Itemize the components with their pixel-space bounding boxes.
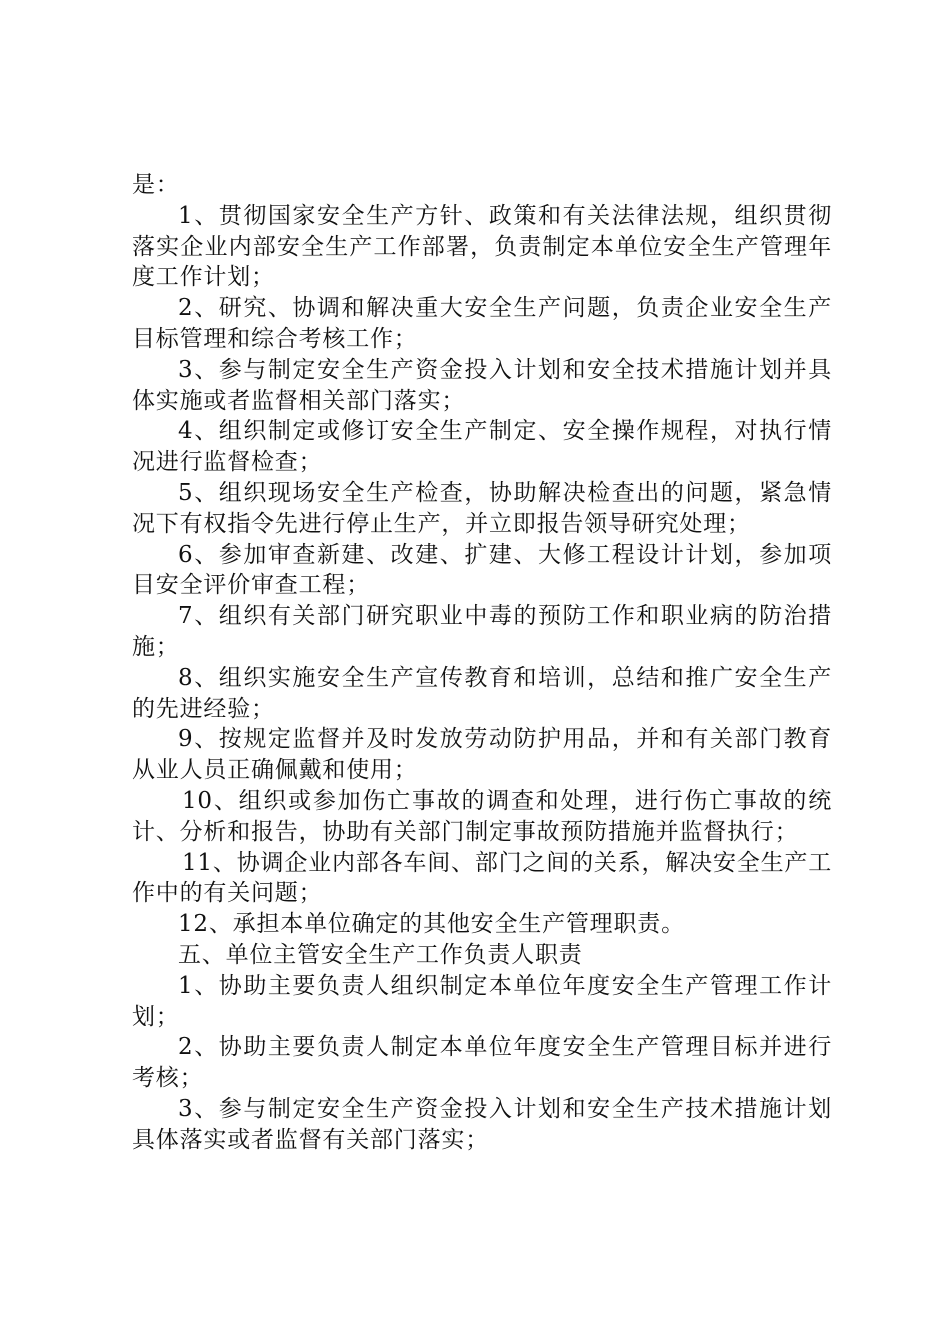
paragraph-section5-item-1: 1、协助主要负责人组织制定本单位年度安全生产管理工作计划； bbox=[132, 972, 832, 1030]
paragraph-item-7: 7、组织有关部门研究职业中毒的预防工作和职业病的防治措施； bbox=[132, 603, 832, 660]
paragraph-item-5: 5、组织现场安全生产检查，协助解决检查出的问题，紧急情况下有权指令先进行停止生产，并立即报告领导研究处理； bbox=[132, 479, 832, 537]
document-body bbox=[132, 170, 832, 1156]
paragraph-item-6: 6、参加审查新建、改建、扩建、大修工程设计计划，参加项目安全评价审查工程； bbox=[132, 541, 832, 599]
paragraph-section5-item-2: 2、协助主要负责人制定本单位年度安全生产管理目标并进行考核； bbox=[132, 1034, 832, 1092]
paragraph-item-12: 12、承担本单位确定的其他安全生产管理职责。 bbox=[178, 911, 685, 938]
paragraph-item-1: 1、贯彻国家安全生产方针、政策和有关法律法规，组织贯彻落实企业内部安全生产工作部署，负责制定本单位安全生产管理年度工作计划； bbox=[132, 202, 832, 291]
paragraph-item-9: 9、按规定监督并及时发放劳动防护用品，并和有关部门教育从业人员正确佩戴和使用； bbox=[132, 726, 832, 784]
section-heading-five: 五、单位主管安全生产工作负责人职责 bbox=[178, 941, 583, 968]
paragraph-item-2: 2、研究、协调和解决重大安全生产问题，负责企业安全生产目标管理和综合考核工作； bbox=[132, 295, 832, 352]
paragraph-item-11: 11、协调企业内部各车间、部门之间的关系，解决安全生产工作中的有关问题； bbox=[132, 849, 832, 907]
paragraph-item-10: 10、组织或参加伤亡事故的调查和处理，进行伤亡事故的统计、分析和报告，协助有关部门制定事故预防措施并监督执行； bbox=[132, 787, 832, 845]
paragraph-item-8: 8、组织实施安全生产宣传教育和培训，总结和推广安全生产的先进经验； bbox=[132, 664, 832, 722]
paragraph-intro: 是： bbox=[132, 172, 180, 198]
paragraph-item-3: 3、参与制定安全生产资金投入计划和安全技术措施计划并具体实施或者监督相关部门落实； bbox=[132, 356, 832, 414]
paragraph-section5-item-3: 3、参与制定安全生产资金投入计划和安全生产技术措施计划具体落实或者监督有关部门落实； bbox=[132, 1095, 832, 1153]
paragraph-item-4: 4、组织制定或修订安全生产制定、安全操作规程，对执行情况进行监督检查； bbox=[132, 418, 832, 476]
